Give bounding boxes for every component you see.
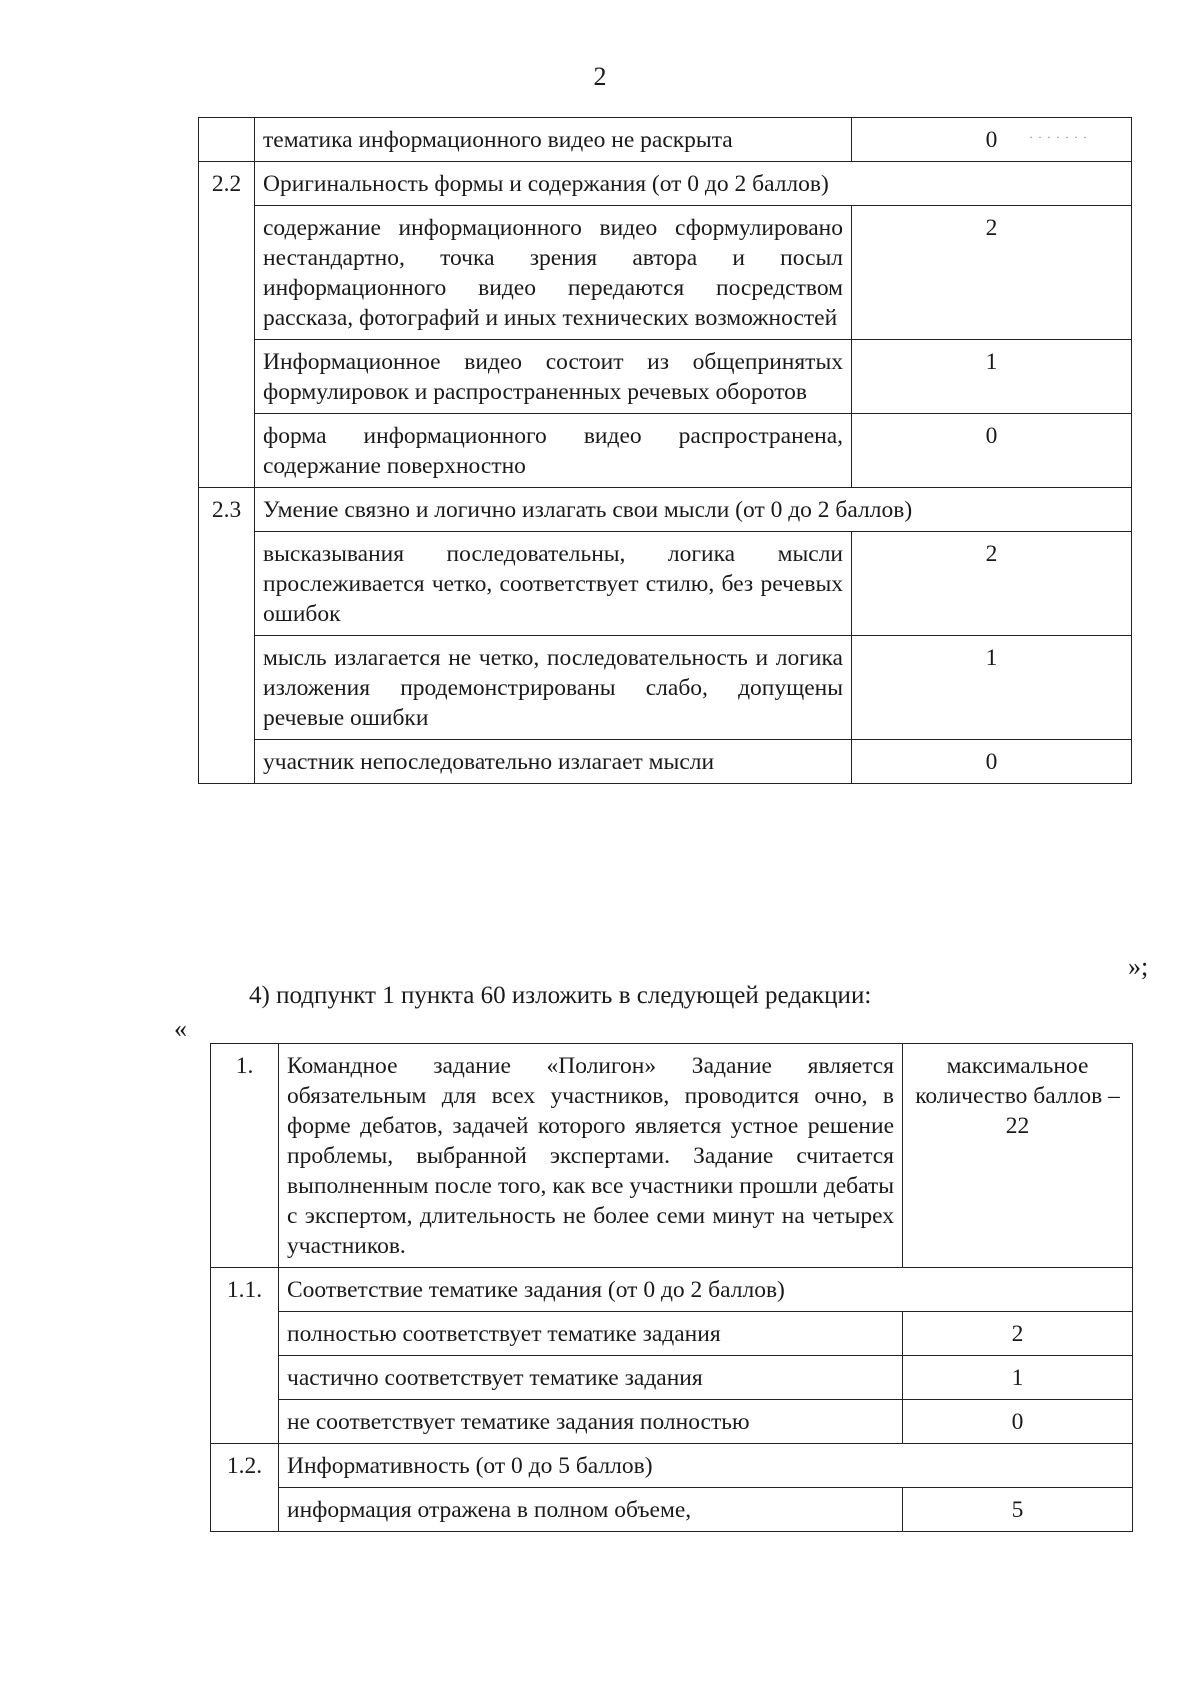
section-number: 1.1. — [211, 1268, 279, 1444]
criterion-score: 2 — [852, 532, 1132, 636]
task-description: Командное задание «Полигон» Задание является обязательным для всех участников, проводится очно, в форме дебатов, задачей которого является устное решение проблемы, выбранной экспертами. Задание считается выполненным после того, как все участники прошли дебаты с экспертом, длительность не более семи минут на четырех участников. — [279, 1044, 903, 1268]
table-row — [211, 1044, 1133, 1268]
table-row — [199, 340, 1132, 414]
criterion-score: 0 — [852, 118, 1132, 162]
criterion-description: форма информационного видео распространена, содержание поверхностно — [255, 414, 852, 488]
criterion-description: Информационное видео состоит из общепринятых формулировок и распространенных речевых оборотов — [255, 340, 852, 414]
task-number: 1. — [211, 1044, 279, 1268]
table-row — [211, 1400, 1133, 1444]
closing-quote: »; — [1128, 952, 1149, 981]
criterion-score: 2 — [852, 206, 1132, 340]
amendment-text: 4) подпункт 1 пункта 60 изложить в следующей редакции: — [249, 982, 872, 1009]
table-row — [199, 532, 1132, 636]
opening-quote: « — [174, 1014, 187, 1043]
table-row — [199, 206, 1132, 340]
section-header: Информативность (от 0 до 5 баллов) — [279, 1444, 1133, 1488]
section-number: 2.2 — [199, 162, 255, 488]
table-row — [211, 1488, 1133, 1532]
criterion-score: 0 — [852, 414, 1132, 488]
criterion-description: участник непоследовательно излагает мысли — [255, 740, 852, 784]
table-row — [211, 1444, 1133, 1488]
criterion-description: тематика информационного видео не раскрыта — [255, 118, 852, 162]
table-row — [199, 162, 1132, 206]
criterion-description: частично соответствует тематике задания — [279, 1356, 903, 1400]
criteria-table-1 — [198, 117, 1132, 784]
section-header: Соответствие тематике задания (от 0 до 2 баллов) — [279, 1268, 1133, 1312]
section-number: 2.3 — [199, 488, 255, 784]
criterion-score: 1 — [852, 340, 1132, 414]
table-row — [199, 488, 1132, 532]
max-score: максимальное количество баллов – 22 — [903, 1044, 1133, 1268]
criterion-description: мысль излагается не четко, последовательность и логика изложения продемонстрированы слабо, допущены речевые ошибки — [255, 636, 852, 740]
criterion-description: содержание информационного видео сформулировано нестандартно, точка зрения автора и посыл информационного видео передаются посредством рассказа, фотографий и иных технических возможностей — [255, 206, 852, 340]
criterion-score: 0 — [903, 1400, 1133, 1444]
table-row — [199, 118, 1132, 162]
table-row — [199, 636, 1132, 740]
row-number — [199, 118, 255, 162]
criterion-score: 2 — [903, 1312, 1133, 1356]
table-row — [199, 740, 1132, 784]
table-row — [199, 414, 1132, 488]
table-row — [211, 1268, 1133, 1312]
section-header: Оригинальность формы и содержания (от 0 до 2 баллов) — [255, 162, 1132, 206]
criterion-score: 1 — [852, 636, 1132, 740]
table-row — [211, 1312, 1133, 1356]
margin-marks: · · · · · · · — [1029, 130, 1088, 144]
criterion-score: 0 — [852, 740, 1132, 784]
section-number: 1.2. — [211, 1444, 279, 1532]
criterion-description: не соответствует тематике задания полностью — [279, 1400, 903, 1444]
section-header: Умение связно и логично излагать свои мысли (от 0 до 2 баллов) — [255, 488, 1132, 532]
page-number: 2 — [593, 62, 607, 91]
criterion-description: информация отражена в полном объеме, — [279, 1488, 903, 1532]
criterion-description: полностью соответствует тематике задания — [279, 1312, 903, 1356]
criteria-table-2 — [210, 1043, 1133, 1532]
criterion-description: высказывания последовательны, логика мысли прослеживается четко, соответствует стилю, без речевых ошибок — [255, 532, 852, 636]
criterion-score: 5 — [903, 1488, 1133, 1532]
criterion-score: 1 — [903, 1356, 1133, 1400]
table-row — [211, 1356, 1133, 1400]
